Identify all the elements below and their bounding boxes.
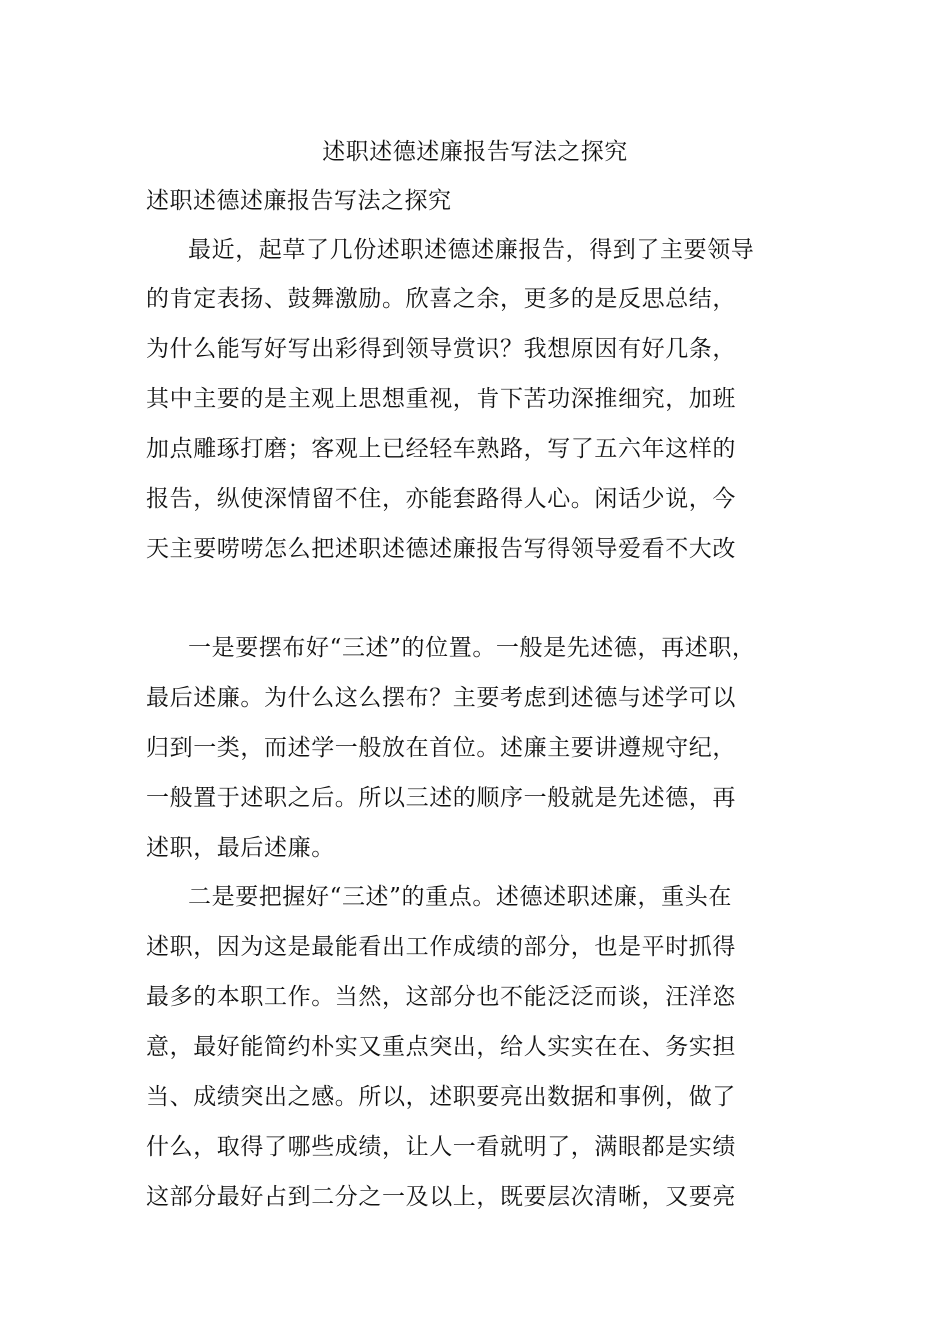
text-line: 这部分最好占到二分之一及以上，既要层次清晰，又要亮 (146, 1184, 736, 1210)
text-line: 一般置于述职之后。所以三述的顺序一般就是先述德，再 (146, 785, 736, 811)
text-line: 述职，最后述廉。 (146, 835, 335, 861)
text-line: 其中主要的是主观上思想重视，肯下苦功深推细究，加班 (146, 386, 736, 412)
text-line: 天主要唠唠怎么把述职述德述廉报告写得领导爱看不大改 (146, 536, 736, 562)
text-line: 的肯定表扬、鼓舞激励。欣喜之余，更多的是反思总结， (146, 286, 736, 312)
text-line: 加点雕琢打磨；客观上已经轻车熟路，写了五六年这样的 (146, 436, 736, 462)
text-line: 最多的本职工作。当然，这部分也不能泛泛而谈，汪洋恣 (146, 984, 736, 1010)
text-line: 当、成绩突出之感。所以，述职要亮出数据和事例，做了 (146, 1084, 736, 1110)
text-line: 述职，因为这是最能看出工作成绩的部分，也是平时抓得 (146, 934, 736, 960)
text-line: 最近，起草了几份述职述德述廉报告，得到了主要领导 (188, 237, 755, 263)
text-line: 归到一类，而述学一般放在首位。述廉主要讲遵规守纪， (146, 735, 736, 761)
text-line: 意，最好能简约朴实又重点突出，给人实实在在、务实担 (146, 1034, 736, 1060)
document-title: 述职述德述廉报告写法之探究 (322, 139, 628, 165)
text-line: 一是要摆布好“三述”的位置。一般是先述德，再述职， (188, 635, 756, 661)
text-line: 为什么能写好写出彩得到领导赏识？我想原因有好几条， (146, 336, 736, 362)
text-line: 二是要把握好“三述”的重点。述德述职述廉，重头在 (188, 884, 732, 910)
text-line: 什么，取得了哪些成绩，让人一看就明了，满眼都是实绩 (146, 1134, 736, 1160)
text-line: 最后述廉。为什么这么摆布？主要考虑到述德与述学可以 (146, 685, 736, 711)
document-subtitle: 述职述德述廉报告写法之探究 (146, 188, 452, 214)
text-line: 报告，纵使深情留不住，亦能套路得人心。闲话少说，今 (146, 486, 736, 512)
